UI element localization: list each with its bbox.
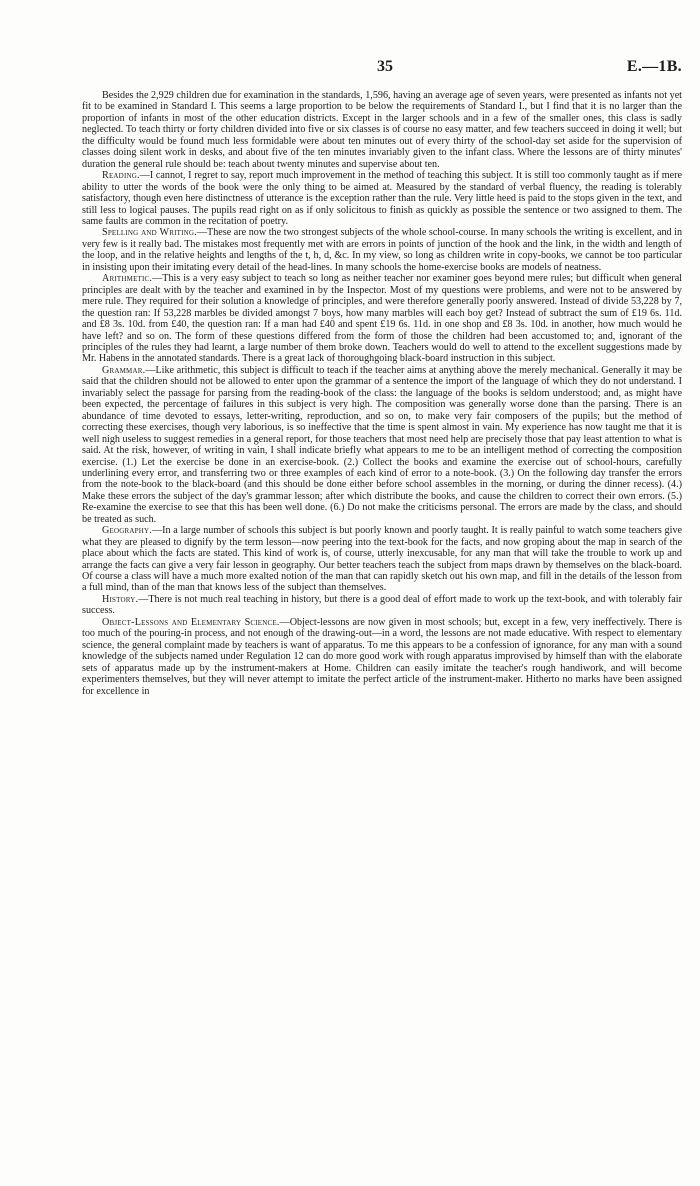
page-number: 35 (377, 58, 393, 75)
paragraph-infants (82, 90, 682, 170)
paragraph-text: Besides the 2,929 children due for examination in the standards, 1,596, having an average age of seven years, were presented as infants not yet fit to be examined in Standard I. This seems a large proportion to be below the requirements of Standard I., but I find that it is no larger than the proportion of infants in most of the other education districts. Except in the larger schools and in a few of the smaller ones, this class is sadly neglected. To teach thirty or forty children divided into five or six classes is of course no easy matter, and few teachers succeed in doing it well; but the difficulty would be found much less formidable were about ten minutes out of every thirty of the school-day set aside for the supervision of classes doing silent work in desks, and about five of the ten minutes invariably given to the infant class. Where the lessons are of thirty minutes' duration the general rule should be: teach about twenty minutes and supervise about ten. (82, 90, 682, 170)
paragraph-text: —Object-lessons are now given in most schools; but, except in a few, very ineffectively. There is too much of the pouring-in process, and not enough of the drawing-out—in a word, the lessons are not made educative. With respect to elementary science, the general complaint made by teachers is want of apparatus. To me this appears to be a confession of ignorance, for any man with a sound knowledge of the subjects named under Regulation 12 can do more good work with rough apparatus improvised by himself than with the elaborate sets of apparatus made up by the instrument-makers at Home. Children can easily imitate the teacher's rough handiwork, and will become experimenters themselves, but they will never attempt to imitate the perfect article of the instrument-maker. Hitherto no marks have been assigned for excellence in (82, 616, 682, 697)
paragraph-text: —This is a very easy subject to teach so long as neither teacher nor examiner goes beyond mere rules; but difficult when general principles are dealt with by the teacher and examined in by the Inspector. Most of my questions were problems, and were not to be answered by mere rule. They required for their solution a knowledge of principles, and were therefore generally poorly answered. Instead of divide 53,228 by 7, the question ran: If 53,228 marbles be divided amongst 7 boys, how many marbles will each boy get? Instead of subtract the sum of £19 6s. 11d. and £8 3s. 10d. from £40, the question ran: If a man had £40 and spent £19 6s. 11d. in one shop and £8 3s. 10d. in another, how much would he have left? and so on. The form of these questions differed from the form of those the children had been accustomed to; and, ignorant of the principles of the rules they had learnt, a large number of them broke down. Teachers would do well to attend to the excellent suggestions made by Mr. Habens in the annotated standards. There is a great lack of thoroughgoing black-board instruction in this subject. (82, 273, 682, 365)
paragraph-spelling-writing (82, 227, 682, 273)
paragraph-text: —In a large number of schools this subject is but poorly known and poorly taught. It is really painful to watch some teachers give what they are pleased to dignify by the term lesson—now peering into the text-book for the facts, and now groping about the map in search of the place about which the facts are stated. This kind of work is, of course, utterly inexcusable, for any man that will take the trouble to work up and arrange the facts can give a very fair lesson in geography. Our better teachers teach the subject from maps drawn by themselves on the black-board. Of course a class will have a much more exalted notion of the man that can rapidly sketch out his own map, and fill in the details of the lesson from a full mind, than of the man that knows less of the subject than themselves. (82, 525, 682, 594)
page-header (80, 58, 690, 82)
paragraph-text: —There is not much real teaching in history, but there is a good deal of effort made to work up the text-book, and with tolerably fair success. (82, 593, 682, 617)
paragraph-text: —I cannot, I regret to say, report much improvement in the method of teaching this subject. It is still too commonly taught as if mere ability to utter the words of the book were the only thing to be aimed at. Measured by the standard of verbal fluency, the reading is tolerably satisfactory, though even here distinctness of utterance is the exception rather than the rule. Very little heed is paid to the stops given in the text, and still less to logical pauses. The pupils read right on as if only solicitous to finish as quickly as possible the sentence or two assigned to them. The same faults are common in the recitation of poetry. (82, 170, 682, 227)
paragraph-reading (82, 170, 682, 227)
section-heading-reading: Reading. (102, 170, 140, 182)
paragraph-arithmetic (82, 273, 682, 365)
paragraph-history (82, 594, 682, 617)
section-heading-grammar: Grammar. (102, 364, 146, 376)
document-reference: E.—1B. (626, 58, 682, 75)
paragraph-geography (82, 525, 682, 594)
paragraph-object-lessons (82, 617, 682, 697)
section-heading-geography: Geography. (102, 525, 152, 537)
section-heading-object-lessons: Object-Lessons and Elementary Science. (102, 616, 280, 628)
paragraph-grammar (82, 365, 682, 525)
section-heading-spelling-writing: Spelling and Writing. (102, 227, 197, 239)
paragraph-text: —Like arithmetic, this subject is difficult to teach if the teacher aims at anything above the merely mechanical. Generally it may be said that the children should not be allowed to enter upon the grammar of a sentence the import of the language of which they do not understand. I invariably select the passage for parsing from the reading-book of the class: the language of the books is seldom understood; and, as might have been expected, the percentage of failures in this subject is very high. The composition was generally worse done than the parsing. There is an abundance of time devoted to essays, letter-writing, reproduction, and so on, to make very fair composers of the pupils; but the method of correcting these exercises, though very laborious, is so ineffective that the time is spent almost in vain. My experience has now taught me that it is well nigh useless to suggest remedies in a general report, for those teachers that most need help are precisely those that pay least attention to what is said. At the risk, however, of writing in vain, I shall indicate briefly what appears to me to be an intelligent method of correcting the composition exercise. (1.) Let the exercise be done in an exercise-book. (2.) Collect the books and examine the exercise out of school-hours, carefully underlining every error, and transferring two or three examples of each kind of error to a note-book. (3.) On the following day transfer the errors from the note-book to the black-board (and this should be done either before school assembles in the morning, or during the dinner recess). (4.) Make these errors the subject of the day's grammar lesson; after which distribute the books, and cause the children to correct their own errors. (5.) Re-examine the exercise to see that this has been well done. (6.) Do not make the criticisms personal. The errors are made by the class, and should be treated as such. (82, 364, 682, 525)
paragraph-text: —These are now the two strongest subjects of the whole school-course. In many schools the writing is excellent, and in very few is it really bad. The mistakes most frequently met with are errors in points of junction of the hook and the link, in the width and length of the loop, and in the relative heights and lengths of the t, h, d, &c. In my view, so long as children write in copy-books, we cannot be too particular in insisting upon their imitating every detail of the head-lines. In many schools the home-exercise books are models of neatness. (82, 227, 683, 273)
report-body (82, 90, 682, 697)
section-heading-arithmetic: Arithmetic. (102, 273, 153, 285)
section-heading-history: History. (102, 593, 139, 605)
